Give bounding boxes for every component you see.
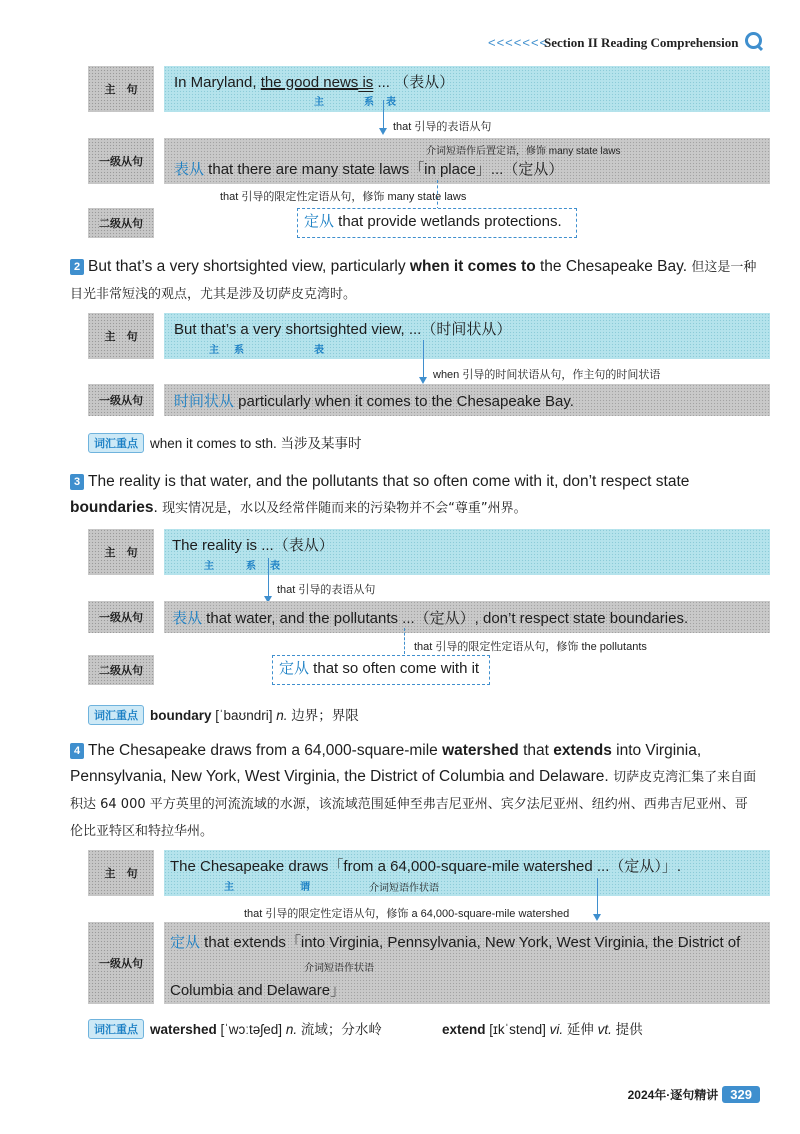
text: But that’s a very shortsighted view, particularly [88, 258, 410, 275]
label-main-clause: 主 句 [88, 66, 154, 112]
text: boundaries [70, 499, 154, 516]
label-first-clause: 一级从句 [88, 601, 154, 633]
role-subject: 主 [224, 882, 234, 893]
clause-tag: 表从 [172, 610, 203, 627]
annotation-note: that 引导的限定性定语从句，修饰 the pollutants [414, 641, 647, 653]
connector-line [268, 558, 269, 598]
text: that water, and the pollutants ...（定从）, don’t respect state boundaries. [202, 610, 689, 627]
label-main-clause: 主 句 [88, 313, 154, 359]
main-clause-text [174, 71, 454, 92]
label-second-clause: 二级从句 [88, 655, 154, 685]
role-subject: 主 [204, 561, 214, 572]
text: when it comes to sth. 当涉及某事时 [150, 436, 362, 451]
sentence-4 [70, 738, 760, 845]
main-clause-text: But that’s a very shortsighted view, ...（时间状从） [174, 321, 512, 338]
role-predicative: 表 [386, 97, 396, 108]
vocab-tag: 词汇重点 [88, 705, 144, 725]
first-clause-text [174, 390, 574, 411]
connector-line [383, 100, 384, 130]
main-clause-text: The reality is ...（表从） [172, 537, 334, 554]
text: The Chesapeake draws from a 64,000-square-mile [88, 742, 443, 759]
text: that [518, 742, 554, 759]
vocab-word: watershed [150, 1022, 217, 1037]
vocab-note [88, 432, 362, 453]
text: watershed [442, 742, 519, 759]
text: 流域；分水岭 [297, 1022, 382, 1037]
sentence-number: 4 [70, 743, 84, 759]
prep-note: 介词短语作状语 [369, 883, 439, 894]
clause-tag: 表从 [174, 161, 205, 178]
main-clause-box [164, 529, 770, 575]
label-second-clause: 二级从句 [88, 208, 154, 238]
prep-note: 介词短语作后置定语，修饰 many state laws [426, 146, 621, 157]
first-clause-box [164, 138, 770, 184]
vocab-note [88, 1018, 382, 1039]
text: [ɪkˈstend] [485, 1022, 550, 1037]
annotation-note: that 引导的限定性定语从句，修饰 many state laws [220, 191, 467, 203]
role-linking: 系 [364, 97, 374, 108]
footer-text: 2024年·逐句精讲 [627, 1088, 719, 1102]
sentence-2 [70, 254, 760, 308]
annotation-note: that 引导的表语从句 [277, 584, 376, 596]
role-linking: 系 [246, 561, 256, 572]
first-clause-text-cont: Columbia and Delaware」 [170, 982, 346, 999]
vocab-tag: 词汇重点 [88, 1019, 144, 1039]
text: is [358, 74, 374, 91]
arrow-icon [379, 128, 387, 135]
role-subject: 主 [314, 97, 324, 108]
text: the Chesapeake Bay. [535, 258, 688, 275]
main-clause-box [164, 313, 770, 359]
annotation-note: that 引导的限定性定语从句，修饰 a 64,000-square-mile watershed [244, 908, 570, 920]
label-main-clause: 主 句 [88, 529, 154, 575]
clause-tag: 定从 [170, 934, 201, 951]
footer [628, 1086, 760, 1103]
vocab-tag: 词汇重点 [88, 433, 144, 453]
annotation-note: when 引导的时间状语从句，作主句的时间状语 [433, 369, 661, 381]
search-q-icon [745, 32, 762, 49]
section-title: Section II Reading Comprehension [544, 35, 739, 50]
text: [ˈbaʊndri] [211, 708, 277, 723]
clause-tag: 定从 [279, 660, 310, 677]
arrow-icon [419, 377, 427, 384]
text: when it comes to [409, 258, 536, 275]
sentence-number: 3 [70, 474, 84, 490]
first-clause-box [164, 601, 770, 633]
sentence-number: 2 [70, 259, 84, 275]
annotation-note: that 引导的表语从句 [393, 121, 492, 133]
vocab-word: boundary [150, 708, 212, 723]
text: 延伸 [563, 1022, 598, 1037]
main-clause-box [164, 66, 770, 112]
text: vi. [549, 1022, 564, 1037]
vocab-note [442, 1018, 643, 1038]
role-linking: 系 [234, 345, 244, 356]
page-number: 329 [722, 1086, 760, 1103]
text: that extends「into Virginia, Pennsylvania, New York, West Virginia, the District of [200, 934, 741, 951]
translation: 现实情况是，水以及经常伴随而来的污染物并不会“尊重”州界。 [162, 501, 527, 516]
first-clause-box [164, 922, 770, 1004]
text: that provide wetlands protections. [334, 213, 562, 230]
text: ... （表从） [373, 74, 455, 91]
role-predicate: 谓 [300, 882, 310, 893]
main-clause-text: The Chesapeake draws「from a 64,000-square-mile watershed ...（定从）」. [170, 858, 682, 875]
connector-line [423, 340, 424, 380]
text: that so often come with it [309, 660, 480, 677]
text: that there are many state laws「in place」...（定从） [204, 161, 564, 178]
text: n. [276, 708, 288, 723]
text: 提供 [611, 1022, 643, 1037]
translation: 但这是一种目光非常短浅的观点，尤其是涉及切萨皮克湾时。 [70, 260, 757, 302]
text: In Maryland, [174, 74, 261, 91]
label-main-clause: 主 句 [88, 850, 154, 896]
clause-tag: 时间状从 [174, 393, 235, 410]
text: particularly when it comes to the Chesapeake Bay. [234, 393, 574, 410]
clause-tag: 定从 [304, 213, 335, 230]
main-clause-box [164, 850, 770, 896]
role-subject: 主 [209, 345, 219, 356]
text: n. [285, 1022, 298, 1037]
text: vt. [597, 1022, 612, 1037]
sentence-3 [70, 469, 760, 522]
text: [ˈwɔːtəʃed] [216, 1022, 286, 1037]
second-clause-box [297, 208, 577, 238]
label-first-clause: 一级从句 [88, 138, 154, 184]
text: the good news [260, 74, 359, 91]
first-clause-text [172, 607, 688, 628]
connector-line [597, 878, 598, 916]
connector-line [404, 628, 405, 654]
role-predicative: 表 [314, 345, 324, 356]
prep-note: 介词短语作状语 [304, 963, 374, 974]
text: extends [553, 742, 612, 759]
text: . [153, 499, 158, 516]
translation: 切萨皮克湾汇集了来自面积达 64 000 平方英里的河流流域的水源，该流域范围延伸至弗吉尼亚州、宾夕法尼亚州、纽约州、西弗吉尼亚州、哥伦比亚特区和特拉华州。 [70, 770, 757, 839]
first-clause-text [174, 158, 563, 179]
first-clause-text [170, 931, 740, 952]
label-first-clause: 一级从句 [88, 922, 154, 1004]
vocab-note [88, 704, 359, 725]
role-predicative: 表 [270, 561, 280, 572]
label-first-clause: 一级从句 [88, 384, 154, 416]
header-arrows: <<<<<<< [488, 35, 549, 50]
second-clause-box [272, 655, 490, 685]
first-clause-box [164, 384, 770, 416]
text: The reality is that water, and the pollutants that so often come with it, don’t respect state [88, 473, 690, 490]
arrow-icon [593, 914, 601, 921]
text: 边界；界限 [287, 708, 359, 723]
vocab-word: extend [442, 1022, 486, 1037]
text: into Virginia, Pennsylvania, New York, West Virginia, the District of Columbia and Delaware. [70, 742, 702, 785]
